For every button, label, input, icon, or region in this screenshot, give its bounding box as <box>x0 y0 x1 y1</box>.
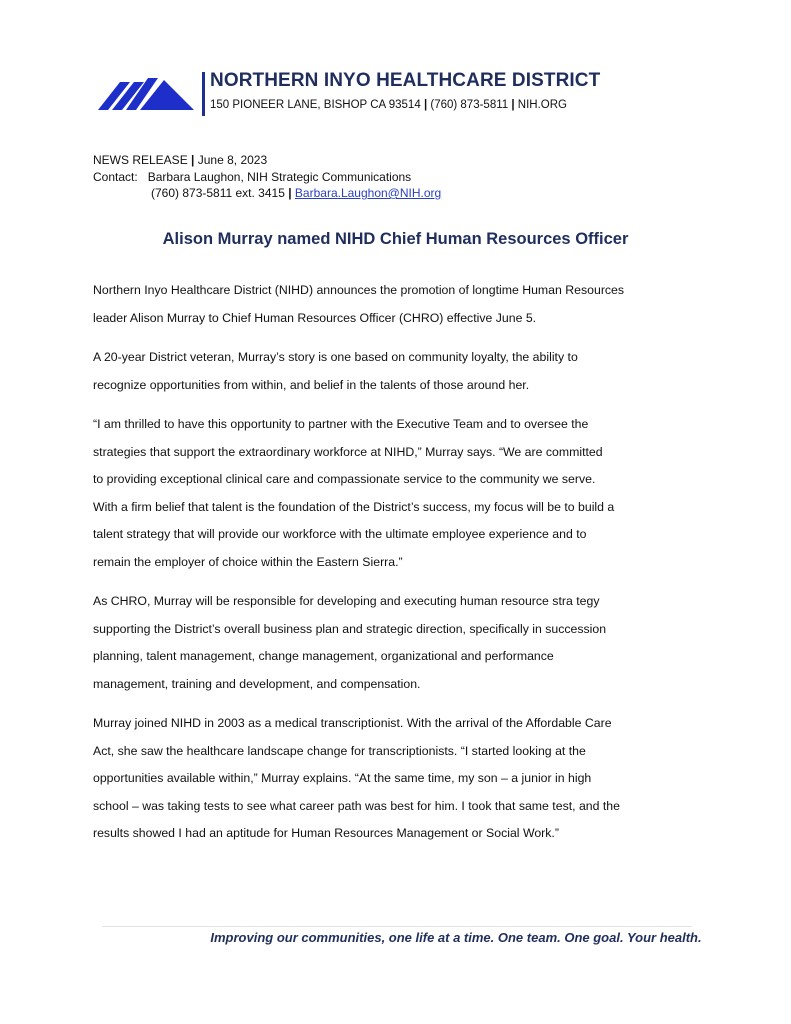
text-line: remain the employer of choice within the Eastern Sierra.” <box>93 554 403 569</box>
separator: | <box>288 186 292 200</box>
separator: | <box>191 153 195 167</box>
text-line: results showed I had an aptitude for Human Resources Management or Social Work.” <box>93 826 559 840</box>
text-line: Act, she saw the healthcare landscape change for transcriptionists. “I started looking at the <box>93 743 586 758</box>
text-line: Northern Inyo Healthcare District (NIHD) announces the promotion of longtime Human Resources <box>93 283 625 297</box>
footer-divider <box>102 926 692 927</box>
article-body <box>93 279 713 862</box>
mountain-logo-icon <box>98 76 196 114</box>
release-date: June 8, 2023 <box>197 153 268 167</box>
phone-number: (760) 873-5811 <box>430 99 509 111</box>
text-line: strategies that support the extraordinary workforce at NIHD,” Murray says. “We are committed <box>93 444 603 459</box>
contact-phone: (760) 873-5811 ext. 3415 <box>151 186 285 200</box>
separator: | <box>423 99 428 111</box>
headline: Alison Murray named NIHD Chief Human Resources Officer <box>162 230 629 248</box>
text-line: As CHRO, Murray will be responsible for developing and executing human resource stra tegy <box>93 594 600 608</box>
text-line: recognize opportunities from within, and belief in the talents of those around her. <box>93 377 530 392</box>
text-line: to providing exceptional clinical care and compassionate service to the community we serve. <box>93 472 596 486</box>
release-info <box>93 152 441 202</box>
contact-label: Contact: <box>93 169 138 184</box>
paragraph <box>93 346 713 401</box>
text-line: “I am thrilled to have this opportunity to partner with the Executive Team and to oversee the <box>93 417 589 431</box>
paragraph <box>93 712 713 850</box>
contact-details-line <box>93 185 441 202</box>
text-line: talent strategy that will provide our workforce with the ultimate employee experience and to <box>93 527 587 541</box>
text-line: leader Alison Murray to Chief Human Resources Officer (CHRO) effective June 5. <box>93 310 537 325</box>
organization-name: NORTHERN INYO HEALTHCARE DISTRICT <box>210 70 601 91</box>
text-line: With a firm belief that talent is the foundation of the District’s success, my focus will be to build a <box>93 499 615 514</box>
text-line: supporting the District’s overall business plan and strategic direction, specifically in succession <box>93 621 607 636</box>
text-line: A 20-year District veteran, Murray’s story is one based on community loyalty, the ability to <box>93 350 578 364</box>
release-label: NEWS RELEASE <box>93 153 188 167</box>
contact-email-link[interactable]: Barbara.Laughon@NIH.org <box>294 186 442 200</box>
contact-line <box>93 169 441 186</box>
text-line: management, training and development, and compensation. <box>93 676 421 691</box>
letterhead-divider <box>202 72 205 116</box>
paragraph <box>93 279 713 334</box>
street-address: 150 PIONEER LANE, BISHOP CA 93514 <box>210 99 421 111</box>
letterhead <box>98 70 698 120</box>
release-line <box>93 152 441 169</box>
paragraph <box>93 413 713 578</box>
organization-address-line <box>210 99 567 111</box>
paragraph <box>93 590 713 700</box>
text-line: Murray joined NIHD in 2003 as a medical transcriptionist. With the arrival of the Affordable Care <box>93 716 612 730</box>
website: NIH.ORG <box>517 99 567 111</box>
footer-tagline: Improving our communities, one life at a time. One team. One goal. Your health. <box>210 930 702 945</box>
text-line: planning, talent management, change management, organizational and performance <box>93 649 554 663</box>
text-line: opportunities available within,” Murray explains. “At the same time, my son – a junior in high <box>93 771 592 785</box>
contact-name: Barbara Laughon, NIH Strategic Communications <box>147 169 412 184</box>
separator: | <box>511 99 515 111</box>
text-line: school – was taking tests to see what career path was best for him. I took that same test, and the <box>93 798 620 813</box>
